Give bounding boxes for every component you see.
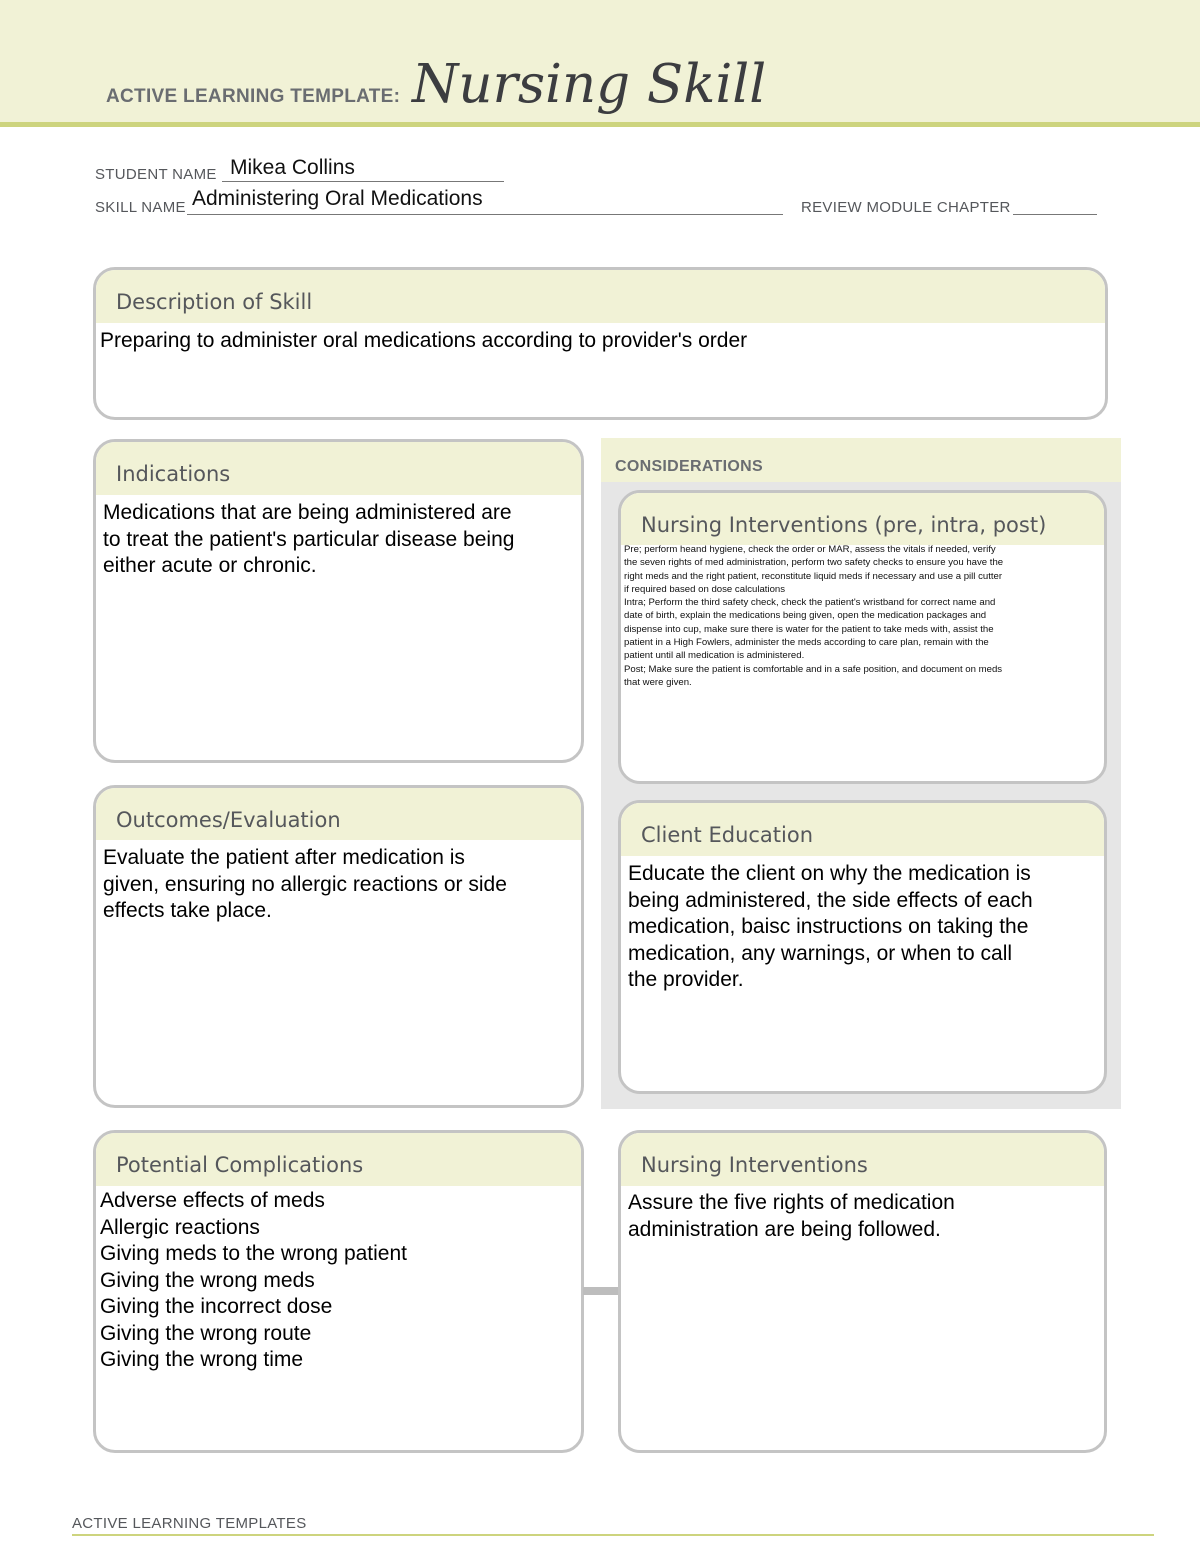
indications-title: Indications — [96, 442, 581, 495]
description-body[interactable]: Preparing to administer oral medications according to provider's order — [100, 329, 748, 352]
skill-name-label: SKILL NAME — [95, 199, 186, 216]
footer-label: ACTIVE LEARNING TEMPLATES — [72, 1515, 307, 1532]
complications-body[interactable]: Adverse effects of meds Allergic reactions Giving meds to the wrong patient Giving the wrong meds Giving the incorrect dose Giving the wrong route Giving the wrong time — [100, 1189, 408, 1371]
review-module-underline — [1013, 214, 1097, 215]
complications-title: Potential Complications — [96, 1133, 581, 1186]
page-title: Nursing Skill — [412, 54, 767, 115]
indications-box — [93, 439, 584, 763]
indications-body[interactable]: Medications that are being administered are to treat the patient's particular disease being either acute or chronic. — [103, 501, 515, 577]
considerations-label: CONSIDERATIONS — [615, 458, 763, 475]
student-name-label: STUDENT NAME — [95, 166, 217, 183]
description-box — [93, 267, 1108, 420]
nursing-interventions-box — [618, 1130, 1107, 1453]
nursing-interventions-pre-intra-post-box — [618, 490, 1107, 784]
student-name-value[interactable]: Mikea Collins — [230, 156, 355, 179]
skill-name-value[interactable]: Administering Oral Medications — [192, 187, 483, 210]
outcomes-box — [93, 785, 584, 1108]
nursing-interventions-title: Nursing Interventions — [621, 1133, 1104, 1186]
review-module-label: REVIEW MODULE CHAPTER — [801, 199, 1011, 216]
nursing-interventions-pre-intra-post-title: Nursing Interventions (pre, intra, post) — [621, 493, 1104, 545]
footer-divider — [72, 1534, 1154, 1536]
client-education-body[interactable]: Educate the client on why the medication is being administered, the side effects of each medication, baisc instructions on taking the medication, any warnings, or when to call the provider. — [628, 862, 1033, 991]
skill-name-underline — [187, 214, 783, 215]
header-banner — [0, 0, 1200, 127]
description-title: Description of Skill — [96, 270, 1105, 323]
outcomes-body[interactable]: Evaluate the patient after medication is given, ensuring no allergic reactions or side effects take place. — [103, 846, 507, 922]
considerations-header — [601, 438, 1121, 482]
box-connector — [583, 1287, 620, 1295]
nursing-interventions-body[interactable]: Assure the five rights of medication administration are being followed. — [628, 1191, 955, 1241]
template-label: ACTIVE LEARNING TEMPLATE: — [106, 86, 401, 107]
nursing-interventions-pre-intra-post-body[interactable]: Pre; perform heand hygiene, check the order or MAR, assess the vitals if needed, verify the seven rights of med administration, perform two safety checks to ensure you have the right meds and the right patient, reconstitute liquid meds if necessary and use a pill cutter if required based on dose calculations Intra; Perform the third safety check, check the patient's wristband for correct name and date of birth, explain the medications being given, open the medication packages and dispense into cup, make sure there is water for the patient to take meds with, assist the patient in a High Fowlers, administer the meds according to care plan, remain with the patient until all medication is administered. Post; Make sure the patient is comfortable and in a safe position, and document on meds that were given. — [624, 544, 1004, 688]
student-name-underline — [222, 181, 504, 182]
outcomes-title: Outcomes/Evaluation — [96, 788, 581, 840]
client-education-box — [618, 800, 1107, 1094]
complications-box — [93, 1130, 584, 1453]
client-education-title: Client Education — [621, 803, 1104, 856]
